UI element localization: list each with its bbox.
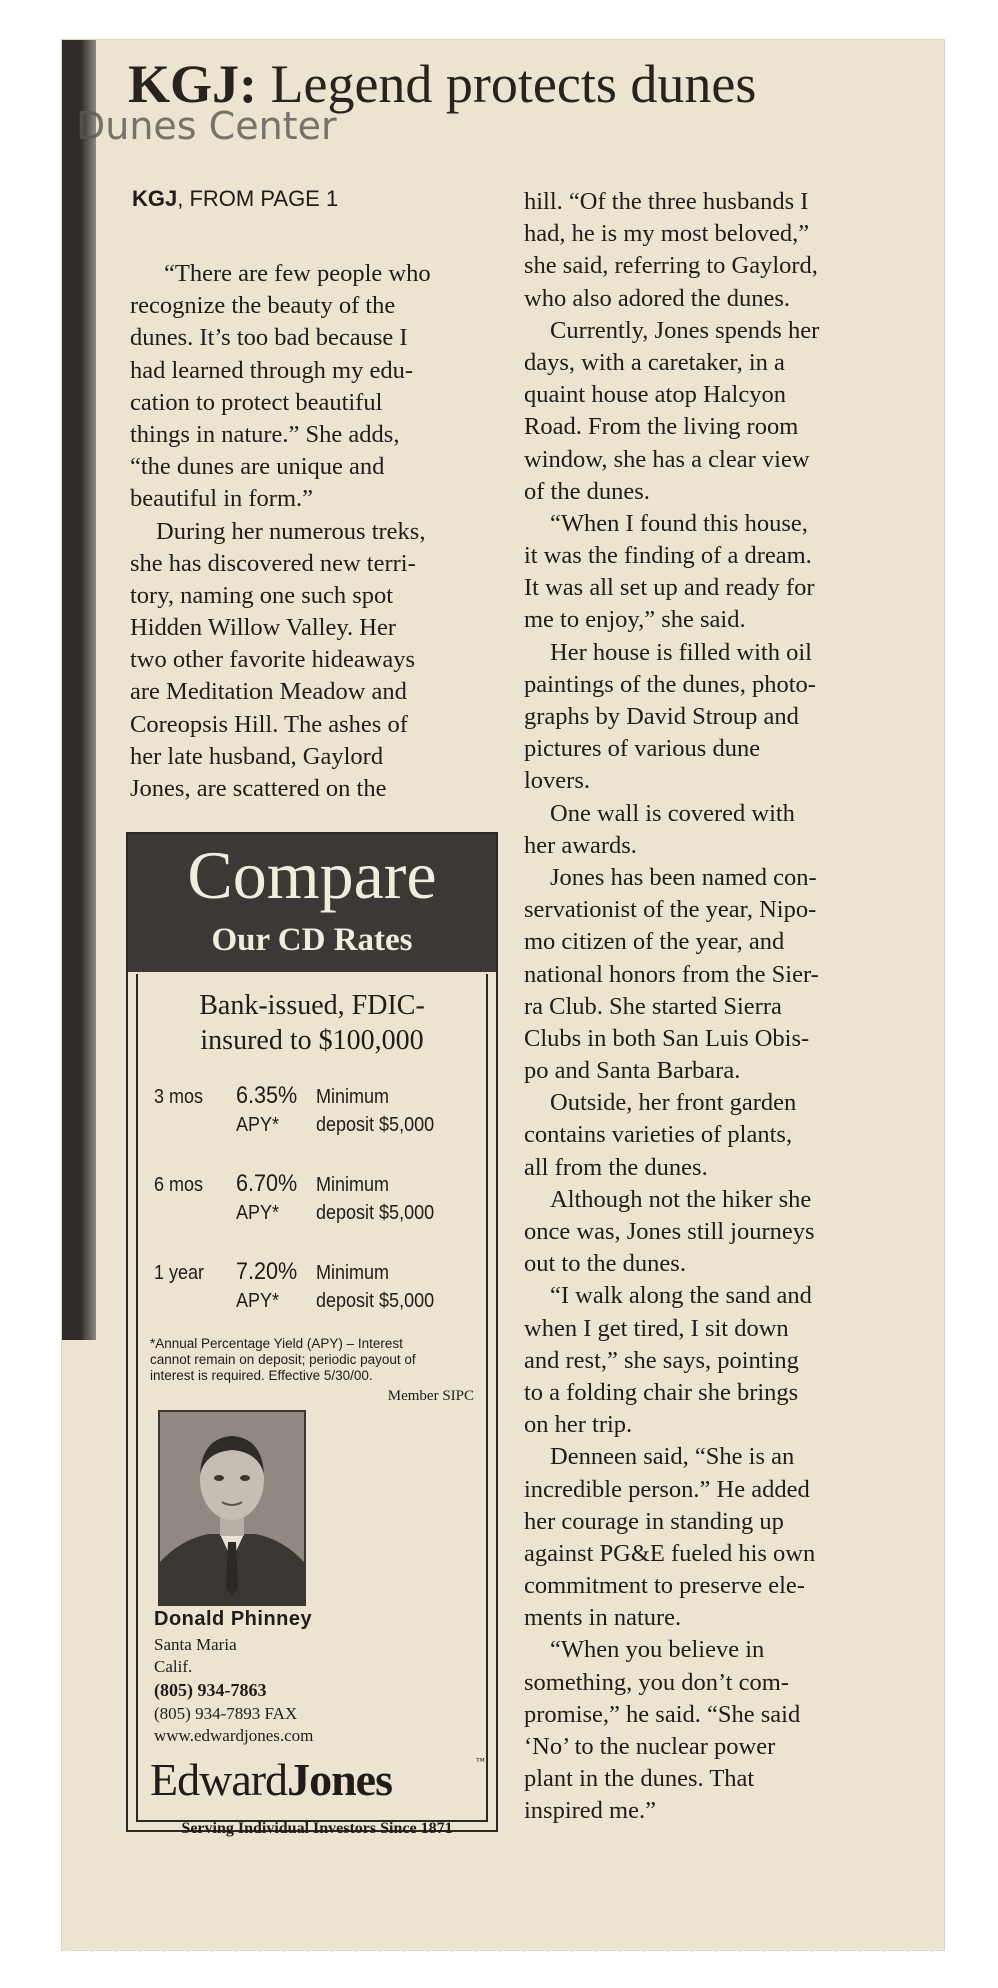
text-line: graphs by David Stroup and <box>524 703 799 730</box>
text-line: Coreopsis Hill. The ashes of <box>130 710 408 738</box>
text-line: her awards. <box>524 831 637 859</box>
advisor-city: Santa Maria <box>154 1635 237 1654</box>
right-column <box>524 186 914 1828</box>
rate-apy: APY* <box>236 1114 280 1136</box>
rate-term: 6 mos <box>154 1174 204 1196</box>
rate-row <box>150 1168 486 1232</box>
left-column <box>130 258 510 805</box>
edward-jones-logo <box>150 1752 392 1808</box>
text-line: inspired me.” <box>524 1797 656 1825</box>
text-line: lovers. <box>524 767 590 795</box>
edward-jones-ad <box>126 832 498 1837</box>
rate-deposit: deposit $5,000 <box>316 1114 435 1136</box>
text-line: “There are few people who <box>164 260 431 287</box>
text-line: and rest,” she says, pointing <box>524 1346 799 1374</box>
rate-apy: APY* <box>236 1290 280 1312</box>
text-line: when I get tired, I sit down <box>524 1314 789 1342</box>
logo-second: Jones <box>287 1754 392 1805</box>
text-line: “When I found this house, <box>550 509 808 537</box>
text-line: her courage in standing up <box>524 1507 784 1535</box>
advisor-name: Donald Phinney <box>154 1608 313 1630</box>
ad-intro <box>138 988 486 1058</box>
ad-footnote-line: *Annual Percentage Yield (APY) – Interest <box>150 1336 403 1351</box>
ad-body <box>136 974 488 1837</box>
ad-compare-title: Compare <box>187 837 437 913</box>
text-line: It was all set up and ready for <box>524 574 815 602</box>
member-sipc: Member SIPC <box>387 1388 474 1404</box>
text-line: “the dunes are unique and <box>130 453 385 481</box>
text-line: days, with a caretaker, in a <box>524 348 785 376</box>
text-line: Denneen said, “She is an <box>550 1443 795 1471</box>
rate-row <box>150 1080 486 1144</box>
rate-term: 1 year <box>154 1262 205 1284</box>
text-line: she said, referring to Gaylord, <box>524 252 818 280</box>
torn-edge <box>62 1940 944 1960</box>
text-line: incredible person.” He added <box>524 1475 810 1503</box>
text-line: ra Club. She started Sierra <box>524 992 782 1020</box>
ad-footnote <box>150 1336 490 1384</box>
text-line: paintings of the dunes, photo- <box>524 670 816 698</box>
text-line: of the dunes. <box>524 477 650 505</box>
text-line: tory, naming one such spot <box>130 581 394 609</box>
text-line: she has discovered new terri- <box>130 549 416 577</box>
text-line: Her house is filled with oil <box>550 638 812 666</box>
text-line: me to enjoy,” she said. <box>524 606 746 634</box>
ad-footnote-line: cannot remain on deposit; periodic payout of <box>150 1352 416 1367</box>
advisor-phone: (805) 934-7863 <box>154 1680 267 1700</box>
text-line: it was the finding of a dream. <box>524 542 812 570</box>
rate-minimum: Minimum <box>316 1262 390 1284</box>
ad-subtitle: Our CD Rates <box>211 922 413 958</box>
rate-term: 3 mos <box>154 1086 204 1108</box>
text-line: once was, Jones still journeys <box>524 1218 815 1245</box>
headline-text: Legend protects dunes <box>270 54 757 114</box>
advisor-portrait-icon <box>160 1412 304 1604</box>
text-line: Clubs in both San Luis Obis- <box>524 1024 810 1052</box>
text-line: contains varieties of plants, <box>524 1121 793 1149</box>
text-line: against PG&E fueled his own <box>524 1539 816 1567</box>
text-line: things in nature.” She adds, <box>130 420 400 448</box>
text-line: national honors from the Sier- <box>524 960 819 988</box>
text-line: servationist of the year, Nipo- <box>524 896 817 924</box>
text-line: Hidden Willow Valley. Her <box>130 614 396 642</box>
text-line: promise,” he said. “She said <box>524 1700 801 1728</box>
text-line: “I walk along the sand and <box>550 1282 812 1310</box>
advisor-photo <box>158 1410 306 1606</box>
text-line: hill. “Of the three husbands I <box>524 188 809 215</box>
text-line: who also adored the dunes. <box>524 284 791 312</box>
advisor-location <box>154 1634 237 1678</box>
text-line: quaint house atop Halcyon <box>524 381 786 409</box>
text-line: on her trip. <box>524 1411 633 1439</box>
headline-lead: KGJ: <box>128 54 257 114</box>
ad-slogan: Serving Individual Investors Since 1871 <box>181 1820 453 1837</box>
text-line: During her numerous treks, <box>156 517 426 545</box>
text-line: her late husband, Gaylord <box>130 742 384 770</box>
advisor-state: Calif. <box>154 1657 193 1676</box>
jump-line-text: , FROM PAGE 1 <box>177 186 339 211</box>
text-line: One wall is covered with <box>550 799 795 827</box>
text-line: plant in the dunes. That <box>524 1765 755 1793</box>
text-line: two other favorite hideaways <box>130 646 416 674</box>
rate-percent: 6.70% <box>236 1170 298 1197</box>
ad-intro-line: Bank-issued, FDIC- <box>199 990 425 1021</box>
rate-apy: APY* <box>236 1202 280 1224</box>
rate-percent: 7.20% <box>236 1258 298 1285</box>
text-line: ‘No’ to the nuclear power <box>524 1733 776 1760</box>
advisor-fax: (805) 934-7893 FAX <box>154 1704 298 1723</box>
jump-line-bold: KGJ <box>132 186 178 211</box>
jump-line <box>132 186 338 212</box>
text-line: cation to protect beautiful <box>130 388 383 416</box>
text-line: Road. From the living room <box>524 413 799 441</box>
text-line: Outside, her front garden <box>550 1089 797 1117</box>
text-line: commitment to preserve ele- <box>524 1572 805 1600</box>
text-line: Currently, Jones spends her <box>550 316 820 344</box>
text-line: dunes. It’s too bad because I <box>130 324 408 352</box>
text-line: beautiful in form.” <box>130 485 314 513</box>
rate-deposit: deposit $5,000 <box>316 1290 435 1312</box>
text-line: are Meditation Meadow and <box>130 678 407 706</box>
text-line: something, you don’t com- <box>524 1668 789 1696</box>
text-line: po and Santa Barbara. <box>524 1057 741 1085</box>
text-line: Jones, are scattered on the <box>130 775 387 802</box>
text-line: had, he is my most beloved,” <box>524 220 810 248</box>
ad-footnote-line: interest is required. Effective 5/30/00. <box>150 1368 373 1383</box>
trademark-mark: ™ <box>476 1756 485 1766</box>
text-line: pictures of various dune <box>524 735 761 763</box>
text-line: “When you believe in <box>550 1636 765 1664</box>
text-line: Jones has been named con- <box>550 863 817 891</box>
rate-minimum: Minimum <box>316 1174 390 1196</box>
advisor-website: www.edwardjones.com <box>154 1726 314 1745</box>
text-line: all from the dunes. <box>524 1153 708 1181</box>
rate-percent: 6.35% <box>236 1082 298 1109</box>
text-line: ments in nature. <box>524 1604 682 1632</box>
rate-deposit: deposit $5,000 <box>316 1202 435 1224</box>
watermark: Dunes Center <box>76 104 337 148</box>
text-line: out to the dunes. <box>524 1250 686 1278</box>
text-line: Although not the hiker she <box>550 1185 812 1213</box>
text-line: to a folding chair she brings <box>524 1378 799 1406</box>
logo-first: Edward <box>150 1754 288 1805</box>
text-line: window, she has a clear view <box>524 445 810 473</box>
ad-header <box>128 834 496 972</box>
text-line: mo citizen of the year, and <box>524 928 785 956</box>
left-column-rule <box>62 40 96 1340</box>
ad-intro-line: insured to $100,000 <box>200 1025 424 1056</box>
rate-row <box>150 1256 486 1320</box>
text-line: had learned through my edu- <box>130 356 414 384</box>
text-line: recognize the beauty of the <box>130 292 396 320</box>
rate-minimum: Minimum <box>316 1086 390 1108</box>
